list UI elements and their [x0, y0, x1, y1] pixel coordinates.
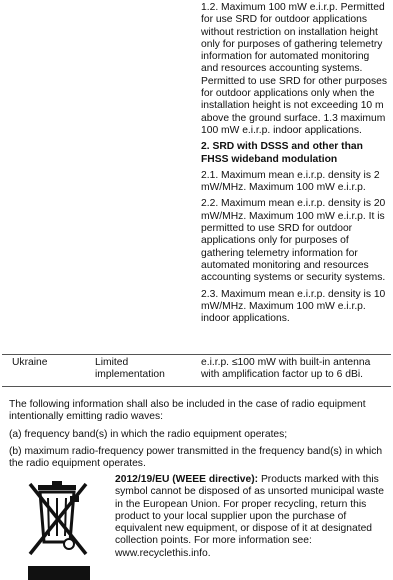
table-cell-regulations — [201, 2, 389, 325]
table-cell-country: Ukraine — [12, 357, 48, 368]
regulation-2-3: 2.3. Maximum mean e.i.r.p. density is 10 mW/MHz. Maximum 100 mW e.i.r.p. indoor applications. — [201, 288, 386, 325]
table-bottom-border — [2, 386, 391, 387]
regulation-2-2: 2.2. Maximum mean e.i.r.p. density is 20 mW/MHz. Maximum 100 mW e.i.r.p. It is permitted to use SRD for outdoor applications only for purposes of gathering telemetry information for automated monitoring and resources accounting systems or security systems. — [201, 198, 386, 284]
regulation-heading-2: 2. SRD with DSSS and other than FHSS wideband modulation — [201, 141, 363, 165]
info-item-b: (b) maximum radio-frequency power transmitted in the frequency band(s) in which the radio equipment operates. — [9, 445, 383, 470]
table-cell-status: Limited implementation — [95, 357, 165, 381]
weee-title: 2012/19/EU (WEEE directive): — [115, 474, 259, 485]
regulation-1-2: 1.2. Maximum 100 mW e.i.r.p. Permitted for use SRD for outdoor applications without restriction on installation height only for purposes of gathering telemetry information for automated monitoring and resources accounting systems. Permitted to use SRD for other purposes for outdoor applications only when the installation height is not exceeding 10 m above the ground surface. 1.3 maximum 100 mW e.i.r.p. indoor applications. — [201, 2, 388, 136]
table-row-divider — [2, 354, 391, 355]
weee-body: Products marked with this symbol cannot be disposed of as unsorted municipal waste in the European Union. For proper recycling, return this product to your local supplier upon the purchase of equivalent new equipment, or dispose of it at designated collection points. For more information see: www.recyclethis.info. — [115, 474, 385, 559]
crossed-out-wheelie-bin-icon — [18, 476, 98, 580]
info-section — [9, 399, 389, 470]
regulation-2-1: 2.1. Maximum mean e.i.r.p. density is 2 mW/MHz. Maximum 100 mW e.i.r.p. — [201, 169, 380, 194]
table-cell-note: e.i.r.p. ≤100 mW with built-in antenna with amplification factor up to 6 dBi. — [201, 357, 371, 381]
weee-statement — [115, 474, 389, 560]
info-intro: The following information shall also be included in the case of radio equipment intentionally emitting radio waves: — [9, 399, 366, 423]
info-item-a: (a) frequency band(s) in which the radio equipment operates; — [9, 428, 288, 440]
